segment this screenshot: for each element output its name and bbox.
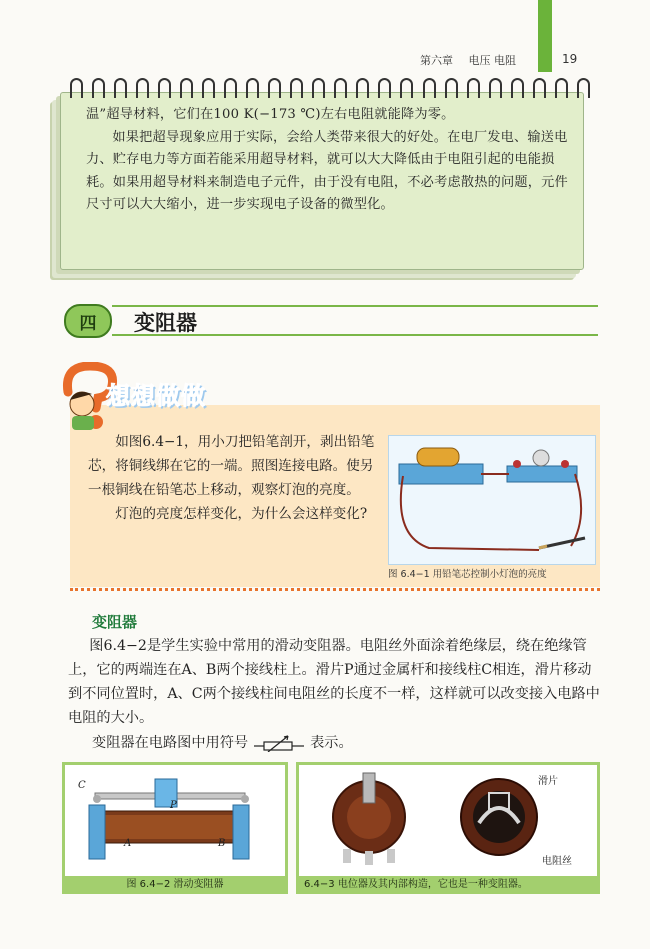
ring-icon [224, 78, 237, 98]
label-p: P [170, 800, 177, 811]
ring-icon [180, 78, 193, 98]
ring-icon [334, 78, 347, 98]
section-title: 变阻器 [134, 311, 197, 335]
figure-sliding-rheostat [62, 762, 288, 894]
activity-text [88, 430, 384, 526]
ring-icon [290, 78, 303, 98]
ring-icon [577, 78, 590, 98]
chapter-color-tab [538, 0, 552, 72]
ring-icon [467, 78, 480, 98]
ring-icon [445, 78, 458, 98]
ring-icon [70, 78, 83, 98]
figure-caption-6-4-1: 图 6.4−1 用铅笔芯控制小灯泡的亮度 [388, 569, 547, 580]
rheostat-description: 图6.4−2是学生实验中常用的滑动变阻器。电阻丝外面涂着绝缘层，绕在绝缘管上，它的两端连在A、B两个接线柱上。滑片P通过金属杆和接线柱C相连，滑片移动到不同位置时，A、C两个接线柱间电阻丝的长度不一样，这样就可以改变接入电路中电阻的大小。 [68, 638, 600, 726]
notebook-paragraph-2: 如果把超导现象应用于实际，会给人类带来很大的好处。在电厂发电、输送电力、贮存电力等方面若能采用超导材料，就可以大大降低由于电阻引起的电能损耗。如果用超导材料来制造电子元件，由于没有电阻，不必考虑散热的问题，元件尺寸可以大大缩小，进一步实现电子设备的微型化。 [86, 129, 568, 212]
section-number-badge: 四 [64, 304, 112, 338]
topic-label: 电压 电阻 [468, 54, 516, 67]
notebook-rings [70, 78, 590, 100]
ring-icon [312, 78, 325, 98]
notebook-text [86, 104, 576, 217]
figure-caption-6-4-2: 图 6.4−2 滑动变阻器 [62, 876, 288, 894]
label-b: B [218, 838, 226, 849]
label-a: A [124, 838, 132, 849]
ring-icon [136, 78, 149, 98]
subheading: 变阻器 [92, 613, 138, 631]
activity-question: 灯泡的亮度怎样变化，为什么会这样变化? [115, 506, 368, 522]
ring-icon [378, 78, 391, 98]
ring-icon [246, 78, 259, 98]
symbol-sentence [92, 732, 353, 752]
ring-icon [555, 78, 568, 98]
symbol-sentence-start: 变阻器在电路图中用符号 [92, 735, 249, 751]
ring-icon [114, 78, 127, 98]
figure-caption-6-4-3: 6.4−3 电位器及其内部构造，它也是一种变阻器。 [296, 876, 600, 894]
ring-icon [511, 78, 524, 98]
ring-icon [400, 78, 413, 98]
label-resistance-wire: 电阻丝 [542, 856, 572, 867]
rheostat-symbol-icon [254, 734, 304, 752]
notebook-line-1: 温”超导材料，它们在100 K(−173 ℃)左右电阻就能降为零。 [86, 107, 455, 122]
activity-title: 想想做做 [106, 382, 206, 410]
label-c: C [78, 780, 86, 791]
ring-icon [158, 78, 171, 98]
activity-instructions: 如图6.4−1，用小刀把铅笔剖开，剥出铅笔芯，将铜线绑在它的一端。照图连接电路。使另一根铜线在铅笔芯上移动，观察灯泡的亮度。 [88, 434, 375, 498]
body-paragraph [68, 634, 600, 730]
ring-icon [202, 78, 215, 98]
ring-icon [268, 78, 281, 98]
ring-icon [533, 78, 546, 98]
label-slider: 滑片 [538, 776, 558, 787]
ring-icon [356, 78, 369, 98]
ring-icon [92, 78, 105, 98]
running-header [420, 52, 528, 68]
chapter-label: 第六章 [420, 54, 453, 67]
ring-icon [423, 78, 436, 98]
pencil-lamp-circuit-image [388, 435, 596, 565]
ring-icon [489, 78, 502, 98]
activity-divider [70, 588, 600, 591]
symbol-sentence-end: 表示。 [310, 735, 353, 751]
page-number: 19 [562, 52, 578, 66]
sliding-rheostat-image [65, 765, 285, 875]
